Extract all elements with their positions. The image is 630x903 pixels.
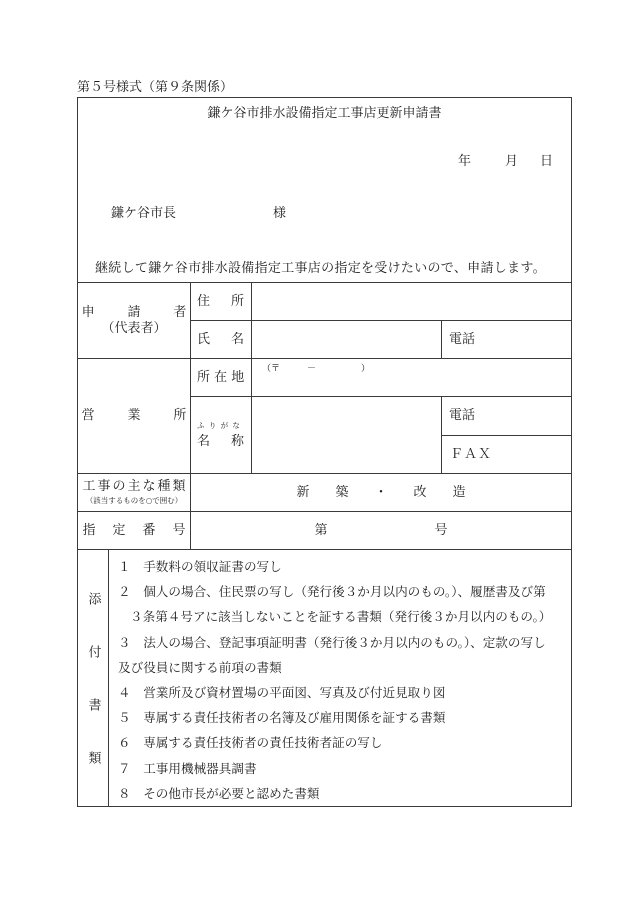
office-phone-label: 電話 [449, 408, 476, 423]
work-type-option-new: 新 築 [296, 484, 349, 500]
applicant-sublabel: （代表者） [101, 320, 167, 336]
applicant-address-field [251, 282, 572, 321]
office-name-label: 名 称 [197, 433, 249, 449]
work-type-note: （該当するものを○で囲む） [85, 496, 183, 505]
office-name-field [251, 396, 442, 474]
office-label-cell [77, 358, 191, 474]
designation-prefix: 第 [314, 522, 328, 538]
designation-suffix: 号 [434, 522, 448, 538]
office-location-label: 所 在 地 [197, 369, 245, 385]
attachment-item-6: ６ 専属する責任技術者の責任技術者証の写し [118, 735, 383, 751]
designation-number-field [190, 511, 572, 550]
attachment-item-3-continued: 及び役員に関する前項の書類 [118, 659, 282, 675]
designation-label: 指 定 番 号 [82, 522, 188, 538]
work-type-option-remodel: 改 造 [413, 484, 466, 500]
attachment-item-7: ７ 工事用機械器具調書 [118, 760, 257, 776]
date-month-label: 月 [505, 154, 519, 169]
applicant-label: 申 請 者 [81, 304, 189, 320]
applicant-name-label-cell [190, 320, 252, 359]
attachment-item-3: ３ 法人の場合、登記事項証明書（発行後３か月以内のもの。）、定款の写し [118, 634, 546, 650]
form-header [77, 97, 572, 283]
designation-label-cell [77, 511, 191, 550]
applicant-label-cell [77, 282, 191, 359]
attachments-list [108, 549, 572, 807]
attachments-label-cell [77, 549, 109, 807]
application-form [77, 97, 572, 807]
postal-code-template: （〒 － ） [262, 364, 371, 374]
applicant-phone-label: 電話 [449, 331, 476, 347]
office-location-label-cell [190, 358, 252, 397]
office-name-label-cell [190, 396, 252, 474]
work-type-label-cell [77, 473, 191, 512]
form-title: 鎌ケ谷市排水設備指定工事店更新申請書 [207, 106, 442, 121]
work-type-separator: ・ [374, 484, 388, 500]
attachment-item-1: １ 手数料の領収証書の写し [118, 559, 282, 574]
furigana-label: ふりがな [197, 420, 245, 430]
application-statement: 継続して鎌ケ谷市排水設備指定工事店の指定を受けたいので、申請します。 [95, 261, 546, 276]
office-fax-label: ＦＡＸ [450, 446, 493, 462]
attachment-item-5: ５ 専属する責任技術者の名簿及び雇用関係を証する書類 [118, 710, 446, 726]
date-day-label: 日 [540, 154, 554, 169]
attachment-item-2-continued: ３条第４号アに該当しないことを証する書類（発行後３か月以内のもの。） [130, 609, 552, 625]
date-year-label: 年 [458, 154, 472, 169]
attachment-item-8: ８ その他市長が必要と認めた書類 [118, 785, 320, 801]
attachments-label: 添付書類 [85, 592, 101, 804]
addressee-honorific: 様 [273, 206, 287, 221]
attachment-item-2: ２ 個人の場合、住民票の写し（発行後３か月以内のもの。）、履歴書及び第 [118, 584, 546, 600]
addressee-name: 鎌ケ谷市長 [111, 206, 177, 221]
applicant-name-field [251, 320, 442, 359]
office-fax-field [441, 435, 572, 474]
applicant-address-label: 住 所 [197, 293, 249, 309]
applicant-phone-field [441, 320, 572, 359]
work-type-label: 工事の主な種類 [82, 479, 188, 494]
form-number: 第５号様式（第９条関係） [77, 80, 234, 95]
applicant-name-label: 氏 名 [197, 331, 249, 347]
office-location-field [251, 358, 572, 397]
applicant-address-label-cell [190, 282, 252, 321]
office-label: 営 業 所 [81, 408, 189, 423]
office-phone-field [441, 396, 572, 436]
work-type-options [190, 473, 572, 512]
attachment-item-4: ４ 営業所及び資材置場の平面図、写真及び付近見取り図 [118, 684, 446, 700]
